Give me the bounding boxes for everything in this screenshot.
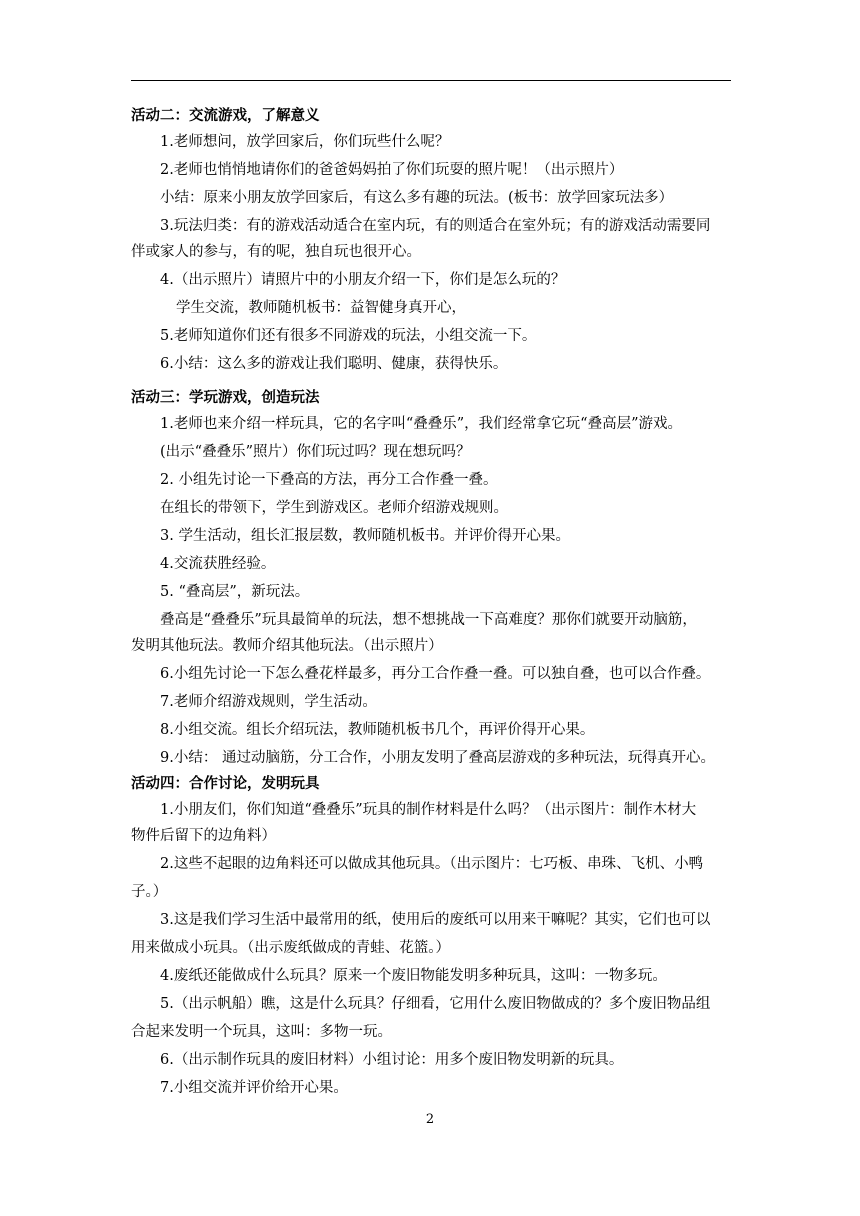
paragraph-line: 5. “叠高层”，新玩法。 (160, 584, 310, 600)
paragraph-line: 4.（出示照片）请照片中的小朋友介绍一下，你们是怎么玩的？ (160, 272, 566, 288)
paragraph-line: 7.小组交流并评价给开心果。 (160, 1080, 348, 1096)
page-number: 2 (425, 1112, 435, 1127)
paragraph-line: 5.（出示帆船）瞧，这是什么玩具？仔细看，它用什么废旧物做成的？多个废旧物品组 (160, 996, 711, 1012)
paragraph-line: 物件后留下的边角料） (131, 828, 276, 844)
paragraph-line: 伴或家人的参与，有的呢，独自玩也很开心。 (131, 244, 421, 260)
paragraph-line: 发明其他玩法。教师介绍其他玩法。（出示照片） (131, 638, 443, 654)
paragraph-line: (出示“叠叠乐”照片）你们玩过吗？现在想玩吗？ (160, 444, 471, 460)
header-rule (131, 80, 731, 81)
section-heading: 活动三：学玩游戏，创造玩法 (131, 390, 320, 406)
paragraph-line: 6.（出示制作玩具的废旧材料）小组讨论：用多个废旧物发明新的玩具。 (160, 1052, 624, 1068)
paragraph-line: 8.小组交流。组长介绍玩法，教师随机板书几个，再评价得开心果。 (160, 722, 595, 738)
paragraph-line: 1.小朋友们，你们知道“叠叠乐”玩具的制作材料是什么吗？（出示图片：制作木材大 (160, 802, 697, 818)
paragraph-line: 6.小组先讨论一下怎么叠花样最多，再分工合作叠一叠。可以独自叠，也可以合作叠。 (160, 666, 711, 682)
paragraph-line: 合起来发明一个玩具，这叫：多物一玩。 (131, 1024, 392, 1040)
paragraph-line: 3.玩法归类：有的游戏活动适合在室内玩，有的则适合在室外玩；有的游戏活动需要同 (160, 218, 711, 234)
paragraph-line: 2. 小组先讨论一下叠高的方法，再分工合作叠一叠。 (160, 472, 498, 488)
paragraph-line: 5.老师知道你们还有很多不同游戏的玩法，小组交流一下。 (160, 328, 537, 344)
paragraph-line: 7.老师介绍游戏规则，学生活动。 (160, 694, 377, 710)
paragraph-line: 4.废纸还能做成什么玩具？原来一个废旧物能发明多种玩具，这叫：一物多玩。 (160, 968, 667, 984)
paragraph-line: 2.这些不起眼的边角料还可以做成其他玩具。（出示图片：七巧板、串珠、飞机、小鸭 (160, 856, 704, 872)
paragraph-line: 子。） (131, 884, 168, 900)
paragraph-line: 2.老师也悄悄地请你们的爸爸妈妈拍了你们玩耍的照片呢！（出示照片） (160, 162, 624, 178)
paragraph-line: 用来做成小玩具。（出示废纸做成的青蛙、花篮。） (131, 940, 450, 956)
paragraph-line: 6.小结：这么多的游戏让我们聪明、健康，获得快乐。 (160, 356, 508, 372)
paragraph-line: 在组长的带领下，学生到游戏区。老师介绍游戏规则。 (160, 500, 508, 516)
paragraph-line: 1.老师想问，放学回家后，你们玩些什么呢？ (160, 134, 450, 150)
paragraph-line: 学生交流，教师随机板书：益智健身真开心， (176, 300, 466, 316)
paragraph-line: 小结：原来小朋友放学回家后，有这么多有趣的玩法。(板书：放学回家玩法多） (160, 190, 674, 206)
paragraph-line: 3.这是我们学习生活中最常用的纸，使用后的废纸可以用来干嘛呢？其实，它们也可以 (160, 912, 711, 928)
paragraph-line: 叠高是“叠叠乐”玩具最简单的玩法，想不想挑战一下高难度？那你们就要开动脑筋， (160, 612, 697, 628)
paragraph-line: 3. 学生活动，组长汇报层数，教师随机板书。并评价得开心果。 (160, 528, 570, 544)
paragraph-line: 9.小结： 通过动脑筋，分工合作，小朋友发明了叠高层游戏的多种玩法，玩得真开心。 (160, 750, 715, 766)
section-heading: 活动二：交流游戏，了解意义 (131, 108, 320, 124)
section-heading: 活动四：合作讨论，发明玩具 (131, 776, 320, 792)
paragraph-line: 4.交流获胜经验。 (160, 556, 276, 572)
paragraph-line: 1.老师也来介绍一样玩具，它的名字叫“叠叠乐”，我们经常拿它玩“叠高层”游戏。 (160, 416, 682, 432)
